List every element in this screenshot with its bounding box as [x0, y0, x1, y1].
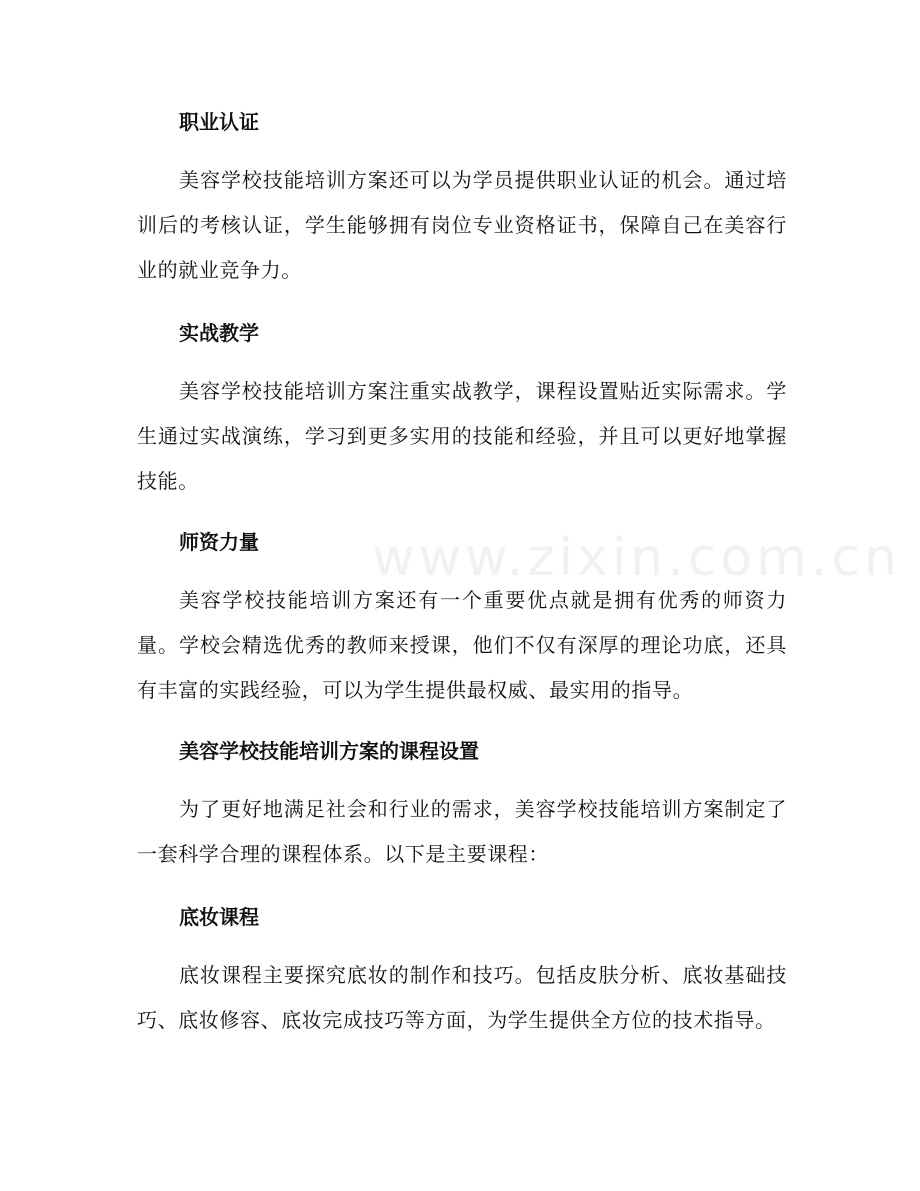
section-paragraph-faculty: 美容学校技能培训方案还有一个重要优点就是拥有优秀的师资力量。学校会精选优秀的教师来授课，他们不仅有深厚的理论功底，还具有丰富的实践经验，可以为学生提供最权威、最实用的指导。: [137, 588, 787, 702]
section-heading-certification: 职业认证: [179, 110, 259, 134]
section-heading-practical-teaching: 实战教学: [179, 321, 259, 345]
section-paragraph-curriculum: 为了更好地满足社会和行业的需求，美容学校技能培训方案制定了一套科学合理的课程体系。以下是主要课程：: [137, 797, 787, 866]
document-page: [137, 108, 787, 1043]
section-heading-curriculum: 美容学校技能培训方案的课程设置: [179, 739, 479, 763]
section-paragraph-practical-teaching: 美容学校技能培训方案注重实战教学，课程设置贴近实际需求。学生通过实战演练，学习到更多实用的技能和经验，并且可以更好地掌握技能。: [137, 379, 787, 493]
section-heading-faculty: 师资力量: [179, 530, 259, 554]
section-heading-foundation-makeup: 底妆课程: [179, 905, 259, 929]
section-paragraph-certification: 美容学校技能培训方案还可以为学员提供职业认证的机会。通过培训后的考核认证，学生能够拥有岗位专业资格证书，保障自己在美容行业的就业竞争力。: [137, 168, 787, 282]
section-paragraph-foundation-makeup: 底妆课程主要探究底妆的制作和技巧。包括皮肤分析、底妆基础技巧、底妆修容、底妆完成技巧等方面，为学生提供全方位的技术指导。: [137, 963, 787, 1032]
watermark: www.zixin.com.cn: [372, 528, 901, 588]
